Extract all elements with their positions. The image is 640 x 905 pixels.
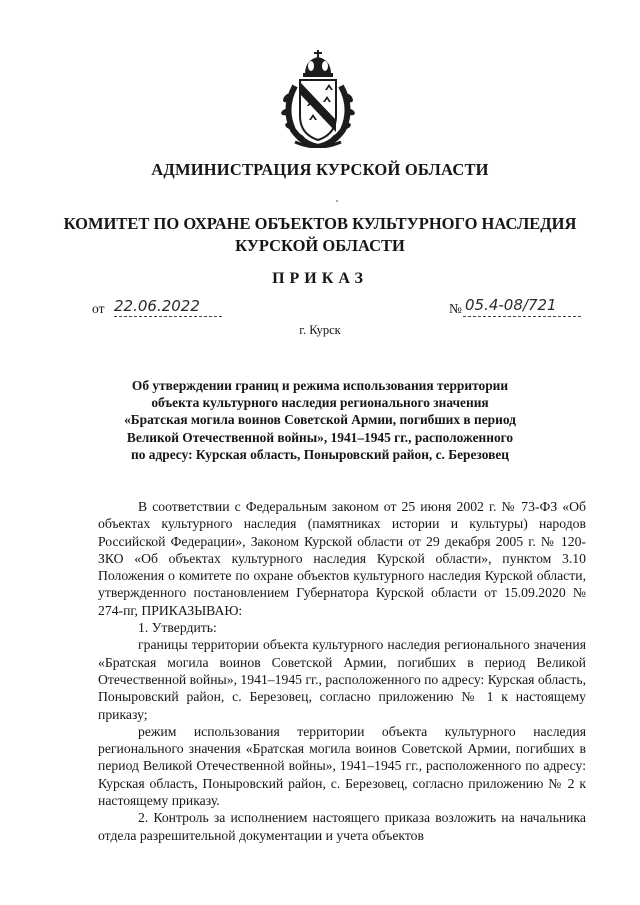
body-paragraph-preamble: В соответствии с Федеральным законом от 25 июня 2002 г. № 73-ФЗ «Об объектах культурного наследия (памятниках истории и культуры) народов Российской Федерации», Законом Курской области от 29 декабря 2005 г. № 120-ЗКО «Об объектах культурного наследия Курской области», пунктом 3.10 Положения о комитете по охране объектов культурного наследия Курской области, утвержденного постановлением Губернатора Курской области от 15.09.2020 № 274-пг, ПРИКАЗЫВАЮ: <box>98 499 586 618</box>
body-paragraph-boundaries: границы территории объекта культурного наследия регионального значения «Братская могила воинов Советской Армии, погибших в период Великой Отечественной войны», 1941–1945 гг., расположенного по адресу: Курская область, Поныровский район, с. Березовец, согласно приложению № 1 к настоящему приказу; <box>98 637 586 722</box>
date-label: от <box>92 301 105 316</box>
body-paragraph-item-1: 1. Утвердить: <box>138 620 217 636</box>
number-underline <box>463 316 581 317</box>
city-label: г. Курск <box>299 323 341 337</box>
order-subject <box>100 377 540 463</box>
committee-heading-line-1: КОМИТЕТ ПО ОХРАНЕ ОБЪЕКТОВ КУЛЬТУРНОГО НАСЛЕДИЯ <box>63 214 577 233</box>
administration-heading: АДМИНИСТРАЦИЯ КУРСКОЙ ОБЛАСТИ <box>151 160 489 179</box>
subject-line: Великой Отечественной войны», 1941–1945 гг., расположенного <box>126 429 514 445</box>
committee-heading <box>0 213 640 257</box>
body-paragraph-item-2: 2. Контроль за исполнением настоящего приказа возложить на начальника отдела разрешительной документации и учета объектов <box>98 810 586 843</box>
coat-of-arms-emblem <box>281 48 355 148</box>
kursk-coat-of-arms-icon <box>281 48 355 148</box>
number-label: № <box>449 301 462 316</box>
subject-line: Об утверждении границ и режима использования территории <box>131 378 509 393</box>
committee-heading-line-2: КУРСКОЙ ОБЛАСТИ <box>235 236 405 255</box>
body-paragraph-regime: режим использования территории объекта культурного наследия регионального значения «Братская могила воинов Советской Армии, погибших в период Великой Отечественной войны», 1941–1945 гг., расположенного по адресу: Курская область, Поныровский район, с. Березовец, согласно приложению № 2 к настоящему приказу. <box>98 723 586 809</box>
date-value: 22.06.2022 <box>114 297 200 315</box>
subject-line: объекта культурного наследия регионального значения <box>151 395 489 411</box>
document-type-heading: ПРИКАЗ <box>272 270 368 287</box>
number-value: 05.4-08/721 <box>465 296 557 314</box>
subject-line: «Братская могила воинов Советской Армии, погибших в период <box>124 412 516 428</box>
subject-line: по адресу: Курская область, Поныровский район, с. Березовец <box>131 446 509 462</box>
date-underline <box>114 316 222 317</box>
scan-speck <box>336 200 338 202</box>
order-body <box>98 498 586 844</box>
